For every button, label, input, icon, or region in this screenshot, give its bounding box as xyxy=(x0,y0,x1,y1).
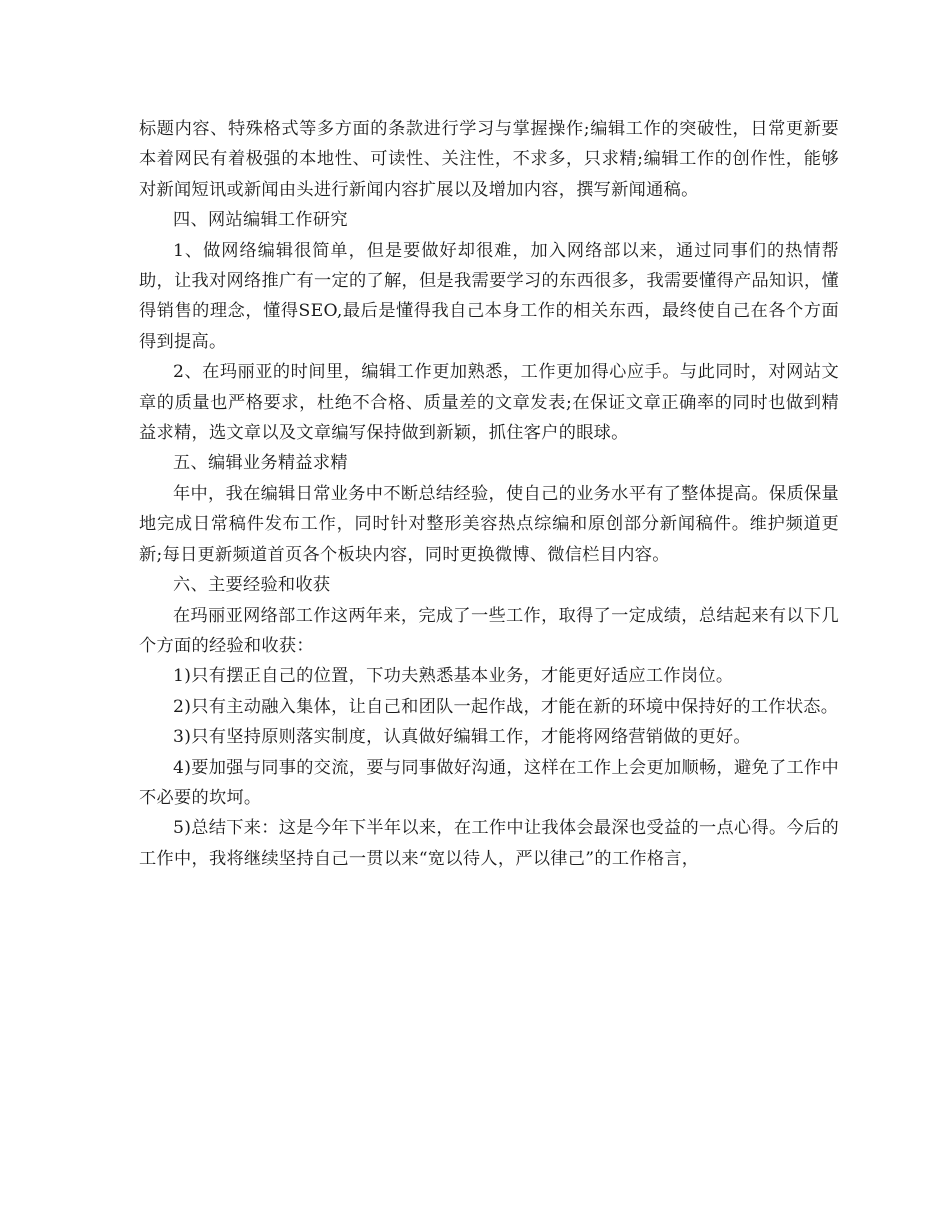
paragraph-point-2: 2)只有主动融入集体，让自己和团队一起作战，才能在新的环境中保持好的工作状态。 xyxy=(173,696,839,717)
section-heading-5: 五、编辑业务精益求精 xyxy=(173,453,348,474)
paragraph-item-1: 1、做网络编辑很简单，但是要做好却很难，加入网络部以来，通过同事们的热情帮助，让我对网络推广有一定的了解，但是我需要学习的东西很多，我需要懂得产品知识，懂得销售的理念，懂得SEO,最后是懂得我自己本身工作的相关东西，最终使自己在各个方面得到提高。 xyxy=(139,240,839,352)
paragraph-item-2: 2、在玛丽亚的时间里，编辑工作更加熟悉，工作更加得心应手。与此同时，对网站文章的质量也严格要求，杜绝不合格、质量差的文章发表;在保证文章正确率的同时也做到精益求精，选文章以及文章编写保持做到新颖，抓住客户的眼球。 xyxy=(139,362,839,444)
section-heading-6: 六、主要经验和收获 xyxy=(173,575,331,596)
document-body xyxy=(139,114,839,874)
paragraph-experience-intro: 在玛丽亚网络部工作这两年来，完成了一些工作，取得了一定成绩，总结起来有以下几个方面的经验和收获： xyxy=(139,605,839,656)
section-heading-4: 四、网站编辑工作研究 xyxy=(173,210,348,231)
paragraph-midyear: 年中，我在编辑日常业务中不断总结经验，使自己的业务水平有了整体提高。保质保量地完成日常稿件发布工作，同时针对整形美容热点综编和原创部分新闻稿件。维护频道更新;每日更新频道首页各个板块内容，同时更换微博、微信栏目内容。 xyxy=(139,483,839,565)
paragraph-point-5: 5)总结下来：这是今年下半年以来，在工作中让我体会最深也受益的一点心得。今后的工作中，我将继续坚持自己一贯以来“宽以待人，严以律己”的工作格言， xyxy=(139,818,839,869)
paragraph-point-4: 4)要加强与同事的交流，要与同事做好沟通，这样在工作上会更加顺畅，避免了工作中不必要的坎坷。 xyxy=(139,757,839,808)
paragraph-point-3: 3)只有坚持原则落实制度，认真做好编辑工作，才能将网络营销做的更好。 xyxy=(173,727,751,748)
paragraph-editing-standards: 标题内容、特殊格式等多方面的条款进行学习与掌握操作;编辑工作的突破性，日常更新要本着网民有着极强的本地性、可读性、关注性，不求多，只求精;编辑工作的创作性，能够对新闻短讯或新闻由头进行新闻内容扩展以及增加内容，撰写新闻通稿。 xyxy=(139,119,839,200)
paragraph-point-1: 1)只有摆正自己的位置，下功夫熟悉基本业务，才能更好适应工作岗位。 xyxy=(173,666,734,687)
